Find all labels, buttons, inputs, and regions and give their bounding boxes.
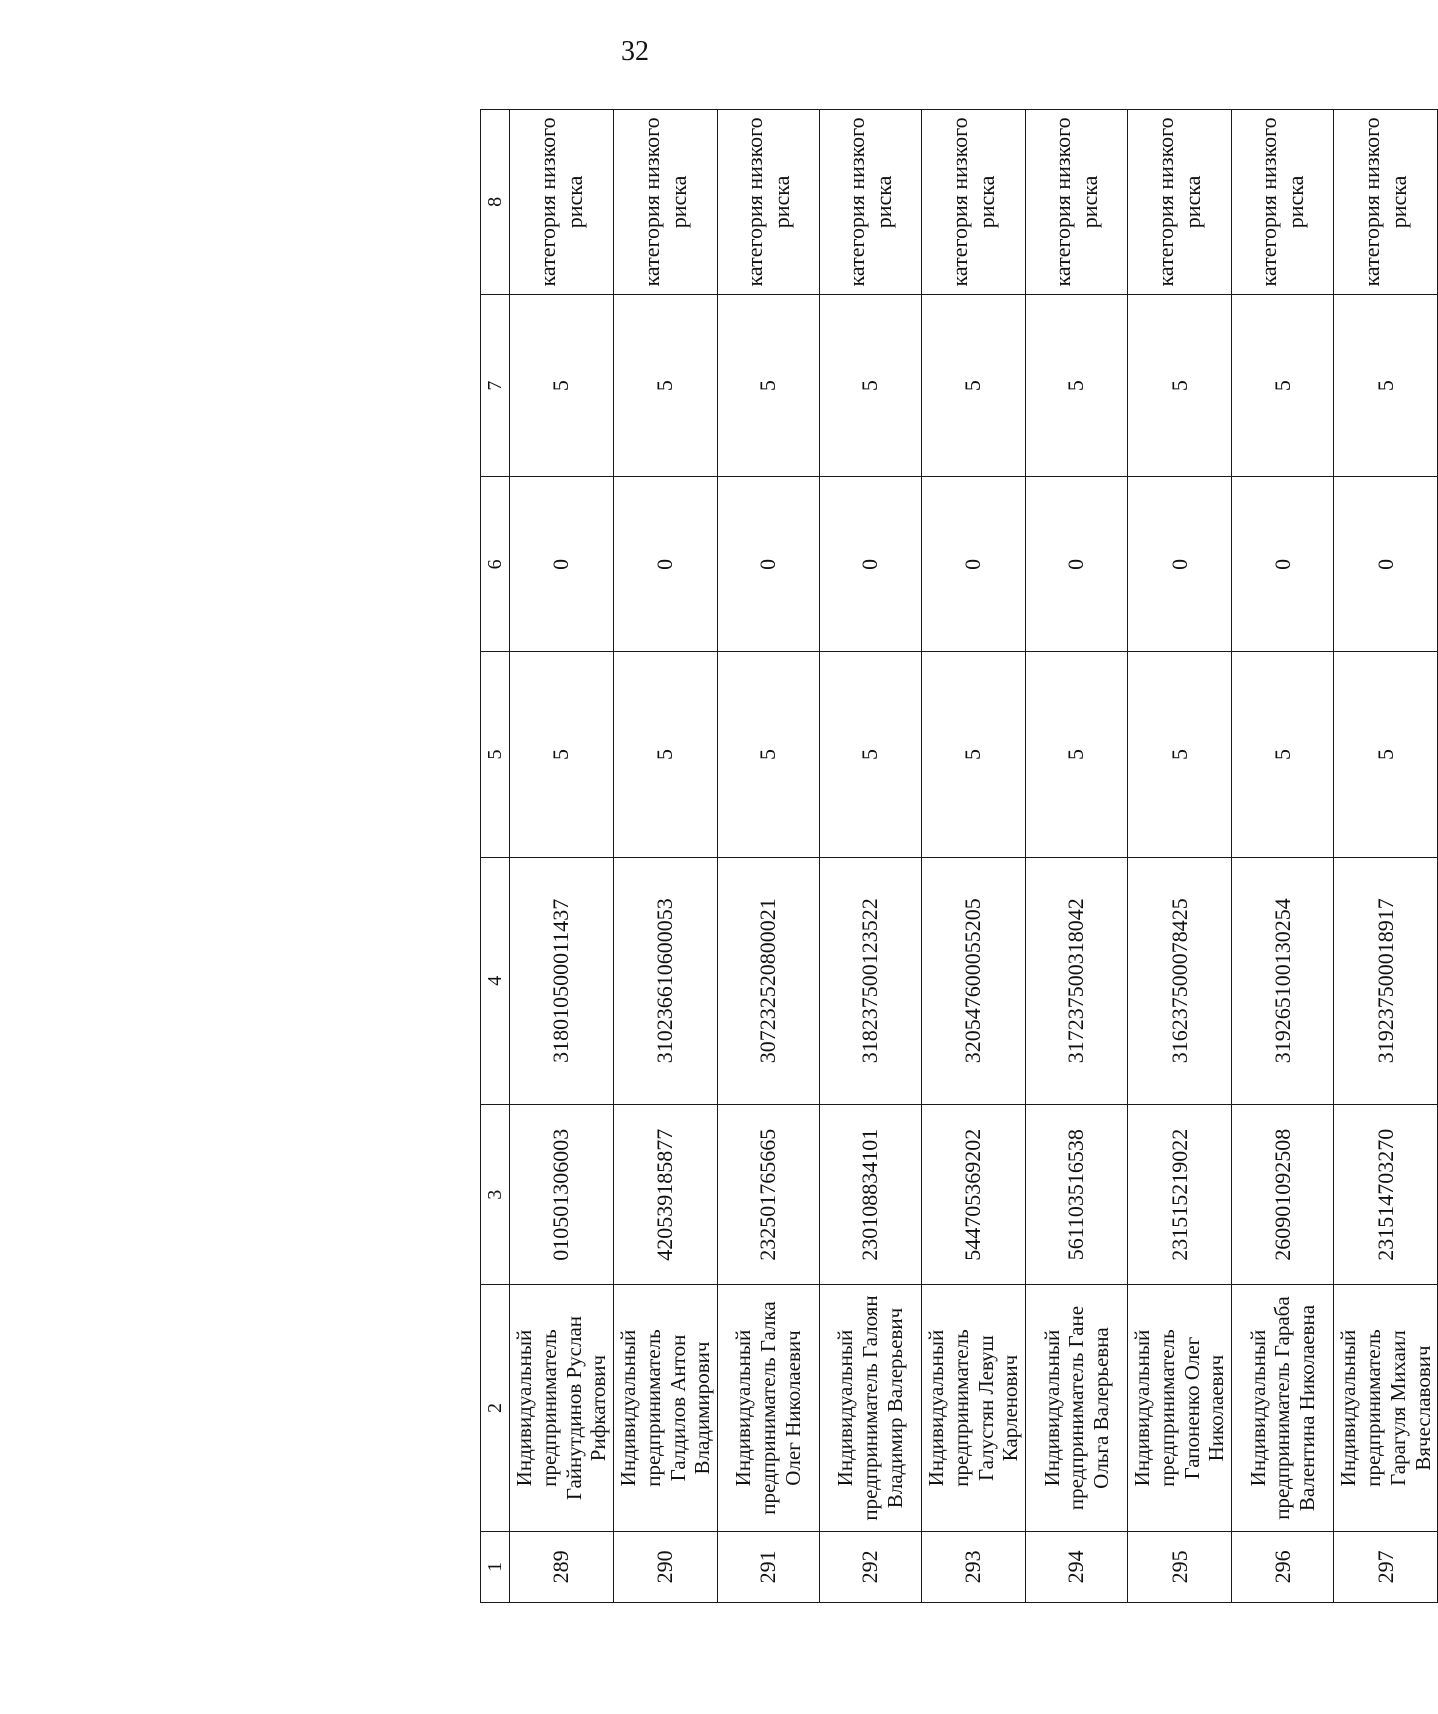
- ogrnip-cell: 316237500078425: [1128, 857, 1232, 1104]
- column-header-8: 8: [481, 110, 510, 295]
- entrepreneur-name-cell: Индивидуальный предприниматель Гараба Валентина Николаевна: [1232, 1285, 1334, 1531]
- table-row: [510, 110, 614, 1603]
- ogrnip-cell: 318237500123522: [820, 857, 922, 1104]
- entrepreneur-name-cell: Индивидуальный предприниматель Галка Олег Николаевич: [718, 1285, 820, 1531]
- column-6-cell: 0: [1334, 477, 1438, 652]
- column-header-5: 5: [481, 652, 510, 857]
- registry-table-frame: [480, 109, 1435, 1603]
- inn-cell: 561103516538: [1026, 1104, 1128, 1284]
- row-number-cell: 295: [1128, 1531, 1232, 1602]
- ogrnip-cell: 320547600055205: [922, 857, 1026, 1104]
- table-row: [1128, 110, 1232, 1603]
- inn-cell: 010501306003: [510, 1104, 614, 1284]
- row-number-cell: 296: [1232, 1531, 1334, 1602]
- table-row: [614, 110, 718, 1603]
- risk-category-cell: категория низкого риска: [614, 110, 718, 295]
- ogrnip-cell: 318010500011437: [510, 857, 614, 1104]
- risk-category-cell: категория низкого риска: [1026, 110, 1128, 295]
- column-6-cell: 0: [1026, 477, 1128, 652]
- risk-category-cell: категория низкого риска: [820, 110, 922, 295]
- ogrnip-cell: 307232520800021: [718, 857, 820, 1104]
- column-header-6: 6: [481, 477, 510, 652]
- row-number-cell: 289: [510, 1531, 614, 1602]
- column-header-4: 4: [481, 857, 510, 1104]
- risk-category-cell: категория низкого риска: [1128, 110, 1232, 295]
- inn-cell: 232501765665: [718, 1104, 820, 1284]
- row-number-cell: 293: [922, 1531, 1026, 1602]
- entrepreneur-name-cell: Индивидуальный предприниматель Галдилов Антон Владимирович: [614, 1285, 718, 1531]
- column-5-cell: 5: [1232, 652, 1334, 857]
- inn-cell: 420539185877: [614, 1104, 718, 1284]
- inn-cell: 260901092508: [1232, 1104, 1334, 1284]
- row-number-cell: 297: [1334, 1531, 1438, 1602]
- column-7-cell: 5: [1026, 294, 1128, 477]
- ogrnip-cell: 310236610600053: [614, 857, 718, 1104]
- risk-category-cell: категория низкого риска: [922, 110, 1026, 295]
- column-6-cell: 0: [510, 477, 614, 652]
- table-row: [1334, 110, 1438, 1603]
- ogrnip-cell: 317237500318042: [1026, 857, 1128, 1104]
- entrepreneur-name-cell: Индивидуальный предприниматель Галоян Владимир Валерьевич: [820, 1285, 922, 1531]
- column-5-cell: 5: [1026, 652, 1128, 857]
- column-7-cell: 5: [1334, 294, 1438, 477]
- column-7-cell: 5: [614, 294, 718, 477]
- column-5-cell: 5: [718, 652, 820, 857]
- column-5-cell: 5: [1128, 652, 1232, 857]
- entrepreneur-name-cell: Индивидуальный предприниматель Гане Ольга Валерьевна: [1026, 1285, 1128, 1531]
- column-header-3: 3: [481, 1104, 510, 1284]
- column-5-cell: 5: [1334, 652, 1438, 857]
- inn-cell: 231514703270: [1334, 1104, 1438, 1284]
- table-header-row: [481, 110, 510, 1603]
- column-6-cell: 0: [1232, 477, 1334, 652]
- table-row: [1232, 110, 1334, 1603]
- risk-category-cell: категория низкого риска: [1232, 110, 1334, 295]
- column-7-cell: 5: [718, 294, 820, 477]
- column-7-cell: 5: [510, 294, 614, 477]
- ogrnip-cell: 319237500018917: [1334, 857, 1438, 1104]
- entrepreneur-name-cell: Индивидуальный предприниматель Гарагуля Михаил Вячеславович: [1334, 1285, 1438, 1531]
- column-6-cell: 0: [820, 477, 922, 652]
- registry-table: [480, 109, 1438, 1603]
- column-5-cell: 5: [614, 652, 718, 857]
- inn-cell: 544705369202: [922, 1104, 1026, 1284]
- risk-category-cell: категория низкого риска: [718, 110, 820, 295]
- entrepreneur-name-cell: Индивидуальный предприниматель Галустян Левуш Карленович: [922, 1285, 1026, 1531]
- column-5-cell: 5: [510, 652, 614, 857]
- row-number-cell: 294: [1026, 1531, 1128, 1602]
- risk-category-cell: категория низкого риска: [510, 110, 614, 295]
- risk-category-cell: категория низкого риска: [1334, 110, 1438, 295]
- inn-cell: 230108834101: [820, 1104, 922, 1284]
- column-7-cell: 5: [922, 294, 1026, 477]
- column-6-cell: 0: [1128, 477, 1232, 652]
- row-number-cell: 291: [718, 1531, 820, 1602]
- column-6-cell: 0: [922, 477, 1026, 652]
- column-5-cell: 5: [820, 652, 922, 857]
- table-row: [820, 110, 922, 1603]
- table-row: [1026, 110, 1128, 1603]
- column-header-1: 1: [481, 1531, 510, 1602]
- column-7-cell: 5: [820, 294, 922, 477]
- column-6-cell: 0: [718, 477, 820, 652]
- column-7-cell: 5: [1128, 294, 1232, 477]
- column-7-cell: 5: [1232, 294, 1334, 477]
- entrepreneur-name-cell: Индивидуальный предприниматель Гапоненко Олег Николаевич: [1128, 1285, 1232, 1531]
- table-row: [922, 110, 1026, 1603]
- table-row: [718, 110, 820, 1603]
- row-number-cell: 292: [820, 1531, 922, 1602]
- column-6-cell: 0: [614, 477, 718, 652]
- column-header-7: 7: [481, 294, 510, 477]
- entrepreneur-name-cell: Индивидуальный предприниматель Гайнутдинов Руслан Рифкатович: [510, 1285, 614, 1531]
- column-header-2: 2: [481, 1285, 510, 1531]
- page-number: 32: [621, 36, 649, 67]
- column-5-cell: 5: [922, 652, 1026, 857]
- row-number-cell: 290: [614, 1531, 718, 1602]
- inn-cell: 231515219022: [1128, 1104, 1232, 1284]
- ogrnip-cell: 319265100130254: [1232, 857, 1334, 1104]
